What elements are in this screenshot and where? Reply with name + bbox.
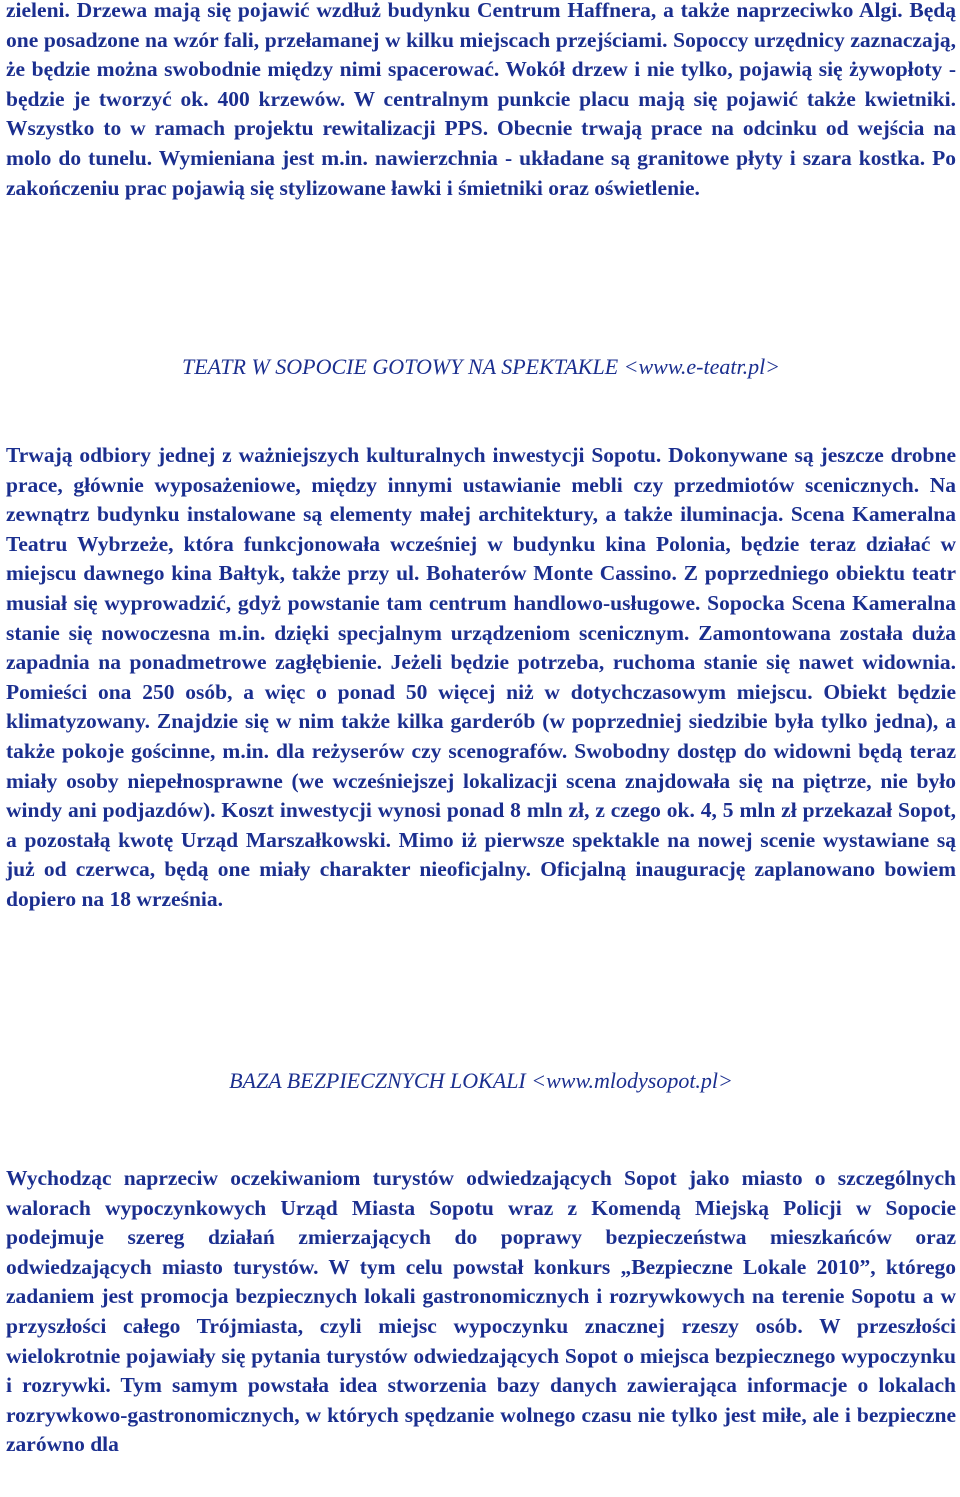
section-heading-theatre: TEATR W SOPOCIE GOTOWY NA SPEKTAKLE <www.e-teatr.pl> — [181, 354, 781, 379]
article-paragraph-theatre: Trwają odbiory jednej z ważniejszych kulturalnych inwestycji Sopotu. Dokonywane są jeszcze drobne prace, głównie wyposażeniowe, między innymi ustawianie mebli czy przedmiotów scenicznych. Na zewnątrz budynku instalowane są elementy małej architektury, a także iluminacja. Scena Kameralna Teatru Wybrzeże, która funkcjonowała wcześniej w budynku kina Polonia, będzie teraz działać w miejscu dawnego kina Bałtyk, także przy ul. Bohaterów Monte Cassino. Z poprzedniego obiektu teatr musiał się wyprowadzić, gdyż powstanie tam centrum handlowo-usługowe. Sopocka Scena Kameralna stanie się nowoczesna m.in. dzięki specjalnym urządzeniom scenicznym. Zamontowana została duża zapadnia na ponadmetrowe zagłębienie. Jeżeli będzie potrzeba, ruchoma stanie się nawet widownia. Pomieści ona 250 osób, a więc o ponad 50 więcej niż w dotychczasowym miejscu. Obiekt będzie klimatyzowany. Znajdzie się w nim także kilka garderób (w poprzedniej siedzibie była tylko jedna), a także pokoje gościnne, m.in. dla reżyserów czy scenografów. Swobodny dostęp do widowni będą teraz miały osoby niepełnosprawne (we wcześniejszej lokalizacji scena znajdowała się na piętrze, nie było windy ani podjazdów). Koszt inwestycji wynosi ponad 8 mln zł, z czego ok. 4, 5 mln zł przekazał Sopot, a pozostałą kwotę Urząd Marszałkowski. Mimo iż pierwsze spektakle na nowej scenie wystawiane są już od czerwca, będą one miały charakter nieoficjalny. Oficjalną inaugurację zaplanowano bowiem dopiero na 18 września. — [6, 443, 956, 911]
section-heading-safe-venues: BAZA BEZPIECZNYCH LOKALI <www.mlodysopot.pl> — [229, 1068, 733, 1093]
article-paragraph-safe-venues: Wychodząc naprzeciw oczekiwaniom turystów odwiedzających Sopot jako miasto o szczególnych walorach wypoczynkowych Urząd Miasta Sopotu wraz z Komendą Miejską Policji w Sopocie podejmuje szereg działań zmierzających do poprawy bezpieczeństwa mieszkańców oraz odwiedzających miasto turystów. W tym celu powstał konkurs „Bezpieczne Lokale 2010”, którego zadaniem jest promocja bezpiecznych lokali gastronomicznych i rozrywkowych na terenie Sopotu a w przyszłości całego Trójmiasta, czyli miejsc wypoczynku znacznej rzeszy osób. W przeszłości wielokrotnie pojawiały się pytania turystów odwiedzających Sopot o miejsca bezpiecznego wypoczynku i rozrywki. Tym samym powstała idea stworzenia bazy danych zawierająca informacje o lokalach rozrywkowo-gastronomicznych, w których spędzanie wolnego czasu nie tylko jest miłe, ale i bezpieczne zarówno dla — [6, 1166, 956, 1457]
article-paragraph-greenery: zieleni. Drzewa mają się pojawić wzdłuż budynku Centrum Haffnera, a także naprzeciwko Algi. Będą one posadzone na wzór fali, przełamanej w kilku miejscach przejściami. Sopoccy urzędnicy zaznaczają, że będzie można swobodnie między nimi spacerować. Wokół drzew i nie tylko, pojawią się żywopłoty - będzie je tworzyć ok. 400 krzewów. W centralnym punkcie placu mają się pojawić także kwietniki. Wszystko to w ramach projektu rewitalizacji PPS. Obecnie trwają prace na odcinku od wejścia na molo do tunelu. Wymieniana jest m.in. nawierzchnia - układane są granitowe płyty i szara kostka. Po zakończeniu prac pojawią się stylizowane ławki i śmietniki oraz oświetlenie. — [6, 0, 956, 200]
